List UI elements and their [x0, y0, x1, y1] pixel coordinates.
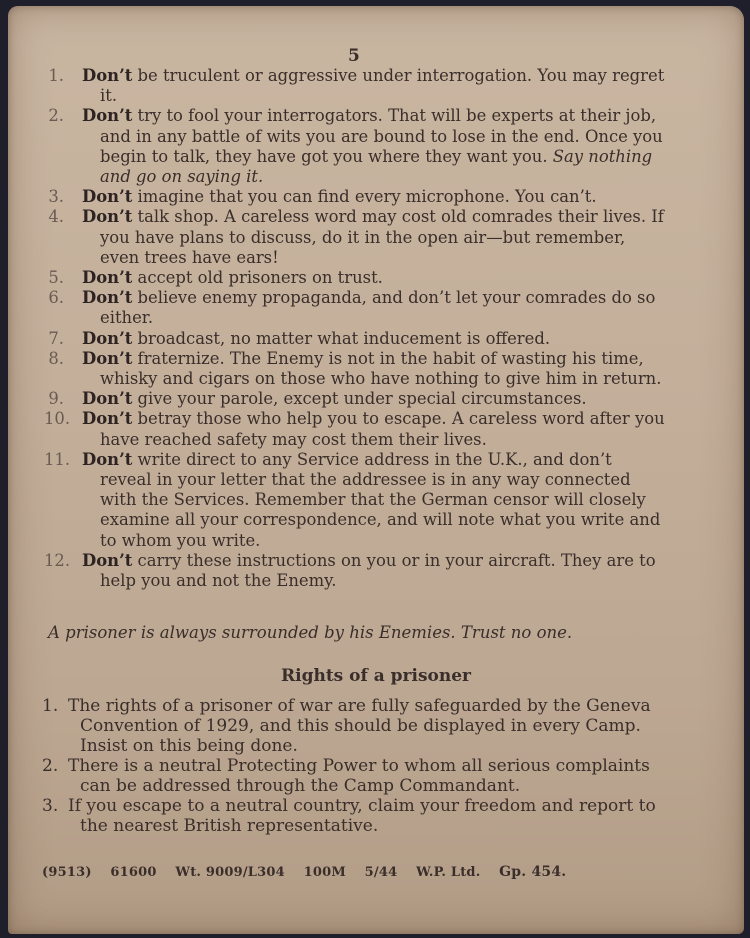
donts-list: [44, 66, 668, 591]
dont-lead: Don’t: [82, 187, 133, 207]
item-text: imagine that you can find every microphone. You can’t.: [132, 187, 597, 207]
footer-group: Gp. 454.: [499, 864, 567, 880]
item-text: broadcast, no matter what inducement is offered.: [132, 328, 551, 348]
booklet-page: [8, 6, 744, 934]
rights-list: [42, 696, 676, 836]
item-text: try to fool your interrogators. That will be experts at their job, and in any battle of wits you are bound to lose in the end. Once you begin to talk, they have got you where they want you.: [100, 106, 663, 166]
list-item: [42, 796, 676, 836]
dont-lead: Don’t: [82, 409, 133, 429]
rights-heading: Rights of a prisoner: [280, 666, 472, 686]
item-number: 3.: [48, 187, 64, 207]
item-text: fraternize. The Enemy is not in the habit of wasting his time, whisky and cigars on those who have nothing to give him in return.: [100, 348, 662, 389]
item-text: be truculent or aggressive under interrogation. You may regret it.: [100, 66, 665, 106]
list-item: [48, 187, 668, 207]
dont-lead: Don’t: [82, 550, 133, 570]
item-number: 1.: [42, 696, 59, 716]
item-text: accept old prisoners on trust.: [132, 268, 383, 288]
dont-lead: Don’t: [82, 268, 133, 288]
dont-lead: Don’t: [82, 66, 133, 85]
dont-lead: Don’t: [82, 288, 133, 308]
footer-printer: W.P. Ltd.: [416, 865, 481, 880]
list-item: [44, 550, 668, 591]
item-number: 12.: [44, 550, 71, 570]
dont-lead: Don’t: [82, 207, 133, 227]
footer-wt: Wt. 9009/L304: [175, 865, 285, 880]
item-text: The rights of a prisoner of war are fully safeguarded by the Geneva Convention of 1929, and this should be displayed in every Camp. Insist on this being done.: [68, 696, 651, 756]
list-item: [48, 268, 668, 288]
item-text: betray those who help you to escape. A careless word after you have reached safety may cost them their lives.: [100, 409, 665, 449]
item-text: There is a neutral Protecting Power to whom all serious complaints can be addressed through the Camp Commandant.: [68, 756, 650, 796]
item-text: carry these instructions on you or in your aircraft. They are to help you and not the Enemy.: [100, 550, 656, 591]
list-item: [48, 207, 668, 268]
list-item: [48, 328, 668, 349]
item-number: 2.: [48, 106, 64, 126]
item-text: give your parole, except under special circumstances.: [132, 389, 587, 409]
motto: A prisoner is always surrounded by his Enemies. Trust no one.: [48, 623, 573, 642]
page-number: 5: [348, 46, 360, 66]
footer-date: 5/44: [364, 865, 398, 880]
list-item: [48, 389, 668, 409]
item-number: 7.: [48, 328, 64, 348]
item-text: believe enemy propaganda, and don’t let your comrades do so either.: [100, 288, 656, 328]
footer-code: (9513): [42, 865, 92, 880]
footer-number: 61600: [110, 865, 157, 880]
dont-lead: Don’t: [82, 328, 133, 348]
print-footer: [42, 864, 642, 880]
item-number: 1.: [48, 66, 64, 85]
item-text: write direct to any Service address in the U.K., and don’t reveal in your letter that the addressee is in any way connected with the Services. Remember that the German censor will closely examine all your correspondence, and will note what you write and to whom you write.: [100, 449, 661, 550]
list-item: [48, 348, 668, 389]
dont-lead: Don’t: [82, 449, 133, 469]
item-number: 2.: [42, 756, 59, 776]
list-item: [48, 288, 668, 328]
item-text: If you escape to a neutral country, claim your freedom and report to the nearest British representative.: [68, 796, 656, 836]
list-item: [44, 409, 668, 449]
list-item: [42, 696, 676, 756]
dont-lead: Don’t: [82, 348, 133, 368]
list-item: [48, 66, 668, 106]
item-number: 8.: [48, 348, 64, 368]
list-item: [44, 449, 668, 551]
item-number: 5.: [48, 268, 64, 288]
item-text: talk shop. A careless word may cost old comrades their lives. If you have plans to discuss, do it in the open air—but remember, even trees have ears!: [100, 207, 664, 267]
item-number: 11.: [44, 449, 71, 469]
item-number: 6.: [48, 288, 64, 308]
item-number: 3.: [42, 796, 59, 816]
list-item: [42, 756, 676, 796]
item-number: 9.: [48, 389, 64, 409]
dont-lead: Don’t: [82, 106, 133, 126]
item-italic-text: Say nothing and go on saying it.: [100, 146, 653, 187]
item-number: 4.: [48, 207, 64, 227]
dont-lead: Don’t: [82, 389, 133, 409]
footer-qty: 100M: [303, 865, 346, 880]
item-number: 10.: [44, 409, 71, 429]
list-item: [48, 106, 668, 187]
